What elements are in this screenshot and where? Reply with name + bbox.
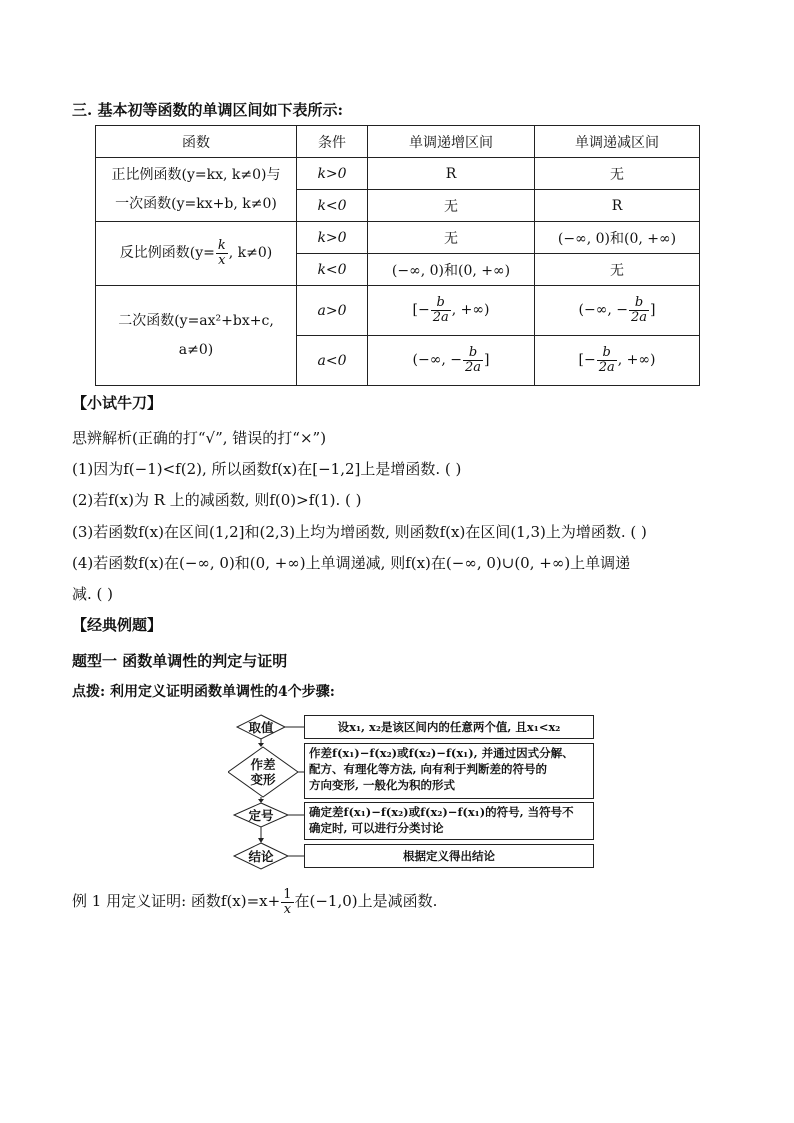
flow-step-label: 定号: [248, 808, 274, 823]
fraction: [216, 239, 228, 267]
examples-heading: 【经典例题】: [72, 616, 163, 634]
function-name-text: , k≠0): [228, 245, 273, 262]
table-row: [96, 158, 700, 190]
flow-step-line: 确定差f(x₁)−f(x₂)或f(x₂)−f(x₁)的符号, 当符号不: [309, 805, 574, 819]
interval-text: [−: [412, 302, 430, 319]
function-name-line: 一次函数(y=kx+b, k≠0): [115, 195, 277, 212]
condition-cell: k<0: [297, 190, 368, 222]
fraction-denominator: 2a: [598, 360, 615, 375]
flow-step-line: 作差f(x₁)−f(x₂)或f(x₂)−f(x₁), 并通过因式分解、: [309, 746, 574, 760]
practice-heading: 【小试牛刀】: [72, 394, 163, 412]
interval-text: ]: [650, 302, 656, 319]
fraction-numerator: b: [431, 296, 451, 311]
fraction: [431, 296, 451, 324]
fraction: [597, 346, 617, 374]
flow-arrowhead: [258, 799, 264, 803]
decreasing-interval-cell: [535, 286, 700, 336]
condition-cell: k>0: [297, 158, 368, 190]
flow-step-line: 配方、有理化等方法, 向有利于判断差的符号的: [309, 762, 548, 776]
fraction-denominator: 2a: [465, 360, 482, 375]
section-heading: 三. 基本初等函数的单调区间如下表所示:: [72, 101, 343, 119]
function-name-cell: [96, 158, 297, 222]
increasing-interval-cell: (−∞, 0)和(0, +∞): [368, 254, 535, 286]
condition-cell: k<0: [297, 254, 368, 286]
monotonic-interval-table: [95, 125, 700, 386]
increasing-interval-cell: 无: [368, 222, 535, 254]
interval-text: ]: [484, 352, 490, 369]
increasing-interval-cell: [368, 336, 535, 386]
example-text: 例 1 用定义证明: 函数f(x)=x+: [72, 892, 281, 911]
fraction-denominator: 2a: [631, 310, 648, 325]
table-header-cell: 单调递减区间: [535, 126, 700, 158]
table-row: [96, 286, 700, 336]
condition-cell: a>0: [297, 286, 368, 336]
decreasing-interval-cell: 无: [535, 158, 700, 190]
function-name-cell: [96, 222, 297, 286]
increasing-interval-cell: R: [368, 158, 535, 190]
flow-step-label: 结论: [248, 849, 274, 864]
practice-item: 减. ( ): [72, 585, 114, 603]
flow-step-label-line: 变形: [250, 772, 276, 787]
fraction: [281, 888, 293, 916]
flow-step-box: [304, 802, 594, 840]
table-header-cell: 单调递增区间: [368, 126, 535, 158]
fraction-numerator: b: [463, 346, 483, 361]
function-name-cell: [96, 286, 297, 386]
fraction-numerator: 1: [283, 887, 292, 902]
tip-text: 点拨: 利用定义证明函数单调性的4个步骤:: [72, 684, 335, 700]
flow-step-box: [304, 743, 594, 799]
function-name-line: a≠0): [178, 341, 214, 358]
table-header-row: [96, 126, 700, 158]
table-header-cell: 条件: [297, 126, 368, 158]
table-row: [96, 222, 700, 254]
flow-arrowhead: [258, 838, 264, 843]
decreasing-interval-cell: R: [535, 190, 700, 222]
proof-steps-flowchart: [228, 705, 598, 875]
fraction-numerator: b: [629, 296, 649, 311]
interval-text: [−: [578, 352, 596, 369]
interval-text: , +∞): [617, 352, 656, 369]
flow-step-line: 确定时, 可以进行分类讨论: [309, 821, 444, 835]
fraction-denominator: 2a: [432, 310, 449, 325]
fraction-denominator: x: [283, 901, 292, 917]
flow-step-label: [241, 757, 285, 787]
increasing-interval-cell: [368, 286, 535, 336]
question-type-heading: 题型一 函数单调性的判定与证明: [72, 652, 288, 670]
interval-text: (−∞, −: [578, 302, 628, 319]
fraction-numerator: b: [597, 346, 617, 361]
increasing-interval-cell: 无: [368, 190, 535, 222]
flow-step-box: 根据定义得出结论: [304, 844, 594, 868]
fraction: [463, 346, 483, 374]
flow-step-label: 取值: [248, 720, 274, 735]
fraction-numerator: k: [217, 237, 226, 253]
decreasing-interval-cell: 无: [535, 254, 700, 286]
table-header-cell: 函数: [96, 126, 297, 158]
condition-cell: k>0: [297, 222, 368, 254]
function-name-line: 二次函数(y=ax²+bx+c,: [118, 312, 274, 329]
example-1: [72, 888, 437, 916]
decreasing-interval-cell: (−∞, 0)和(0, +∞): [535, 222, 700, 254]
flow-arrowhead: [258, 743, 264, 747]
example-text: 在(−1,0)上是减函数.: [294, 892, 438, 911]
fraction: [629, 296, 649, 324]
fraction-denominator: x: [218, 252, 226, 268]
flow-step-box: 设x₁, x₂是该区间内的任意两个值, 且x₁<x₂: [304, 715, 594, 739]
practice-item: (2)若f(x)为 R 上的减函数, 则f(0)>f(1). ( ): [72, 491, 362, 509]
practice-item: (1)因为f(−1)<f(2), 所以函数f(x)在[−1,2]上是增函数. ( ): [72, 460, 462, 478]
interval-text: (−∞, −: [412, 352, 462, 369]
flow-step-label-line: 作差: [250, 757, 276, 772]
practice-item: (4)若函数f(x)在(−∞, 0)和(0, +∞)上单调递减, 则f(x)在(−∞, 0)∪(0, +∞)上单调递: [72, 554, 631, 572]
practice-item: (3)若函数f(x)在区间(1,2]和(2,3)上均为增函数, 则函数f(x)在区间(1,3)上为增函数. ( ): [72, 523, 647, 541]
flow-step-line: 方向变形, 一般化为积的形式: [309, 778, 456, 792]
decreasing-interval-cell: [535, 336, 700, 386]
practice-intro: 思辨解析(正确的打“√”, 错误的打“×”): [72, 429, 327, 447]
function-name-text: 反比例函数(y=: [119, 245, 215, 262]
condition-cell: a<0: [297, 336, 368, 386]
interval-text: , +∞): [451, 302, 490, 319]
function-name-line: 正比例函数(y=kx, k≠0)与: [111, 166, 281, 183]
